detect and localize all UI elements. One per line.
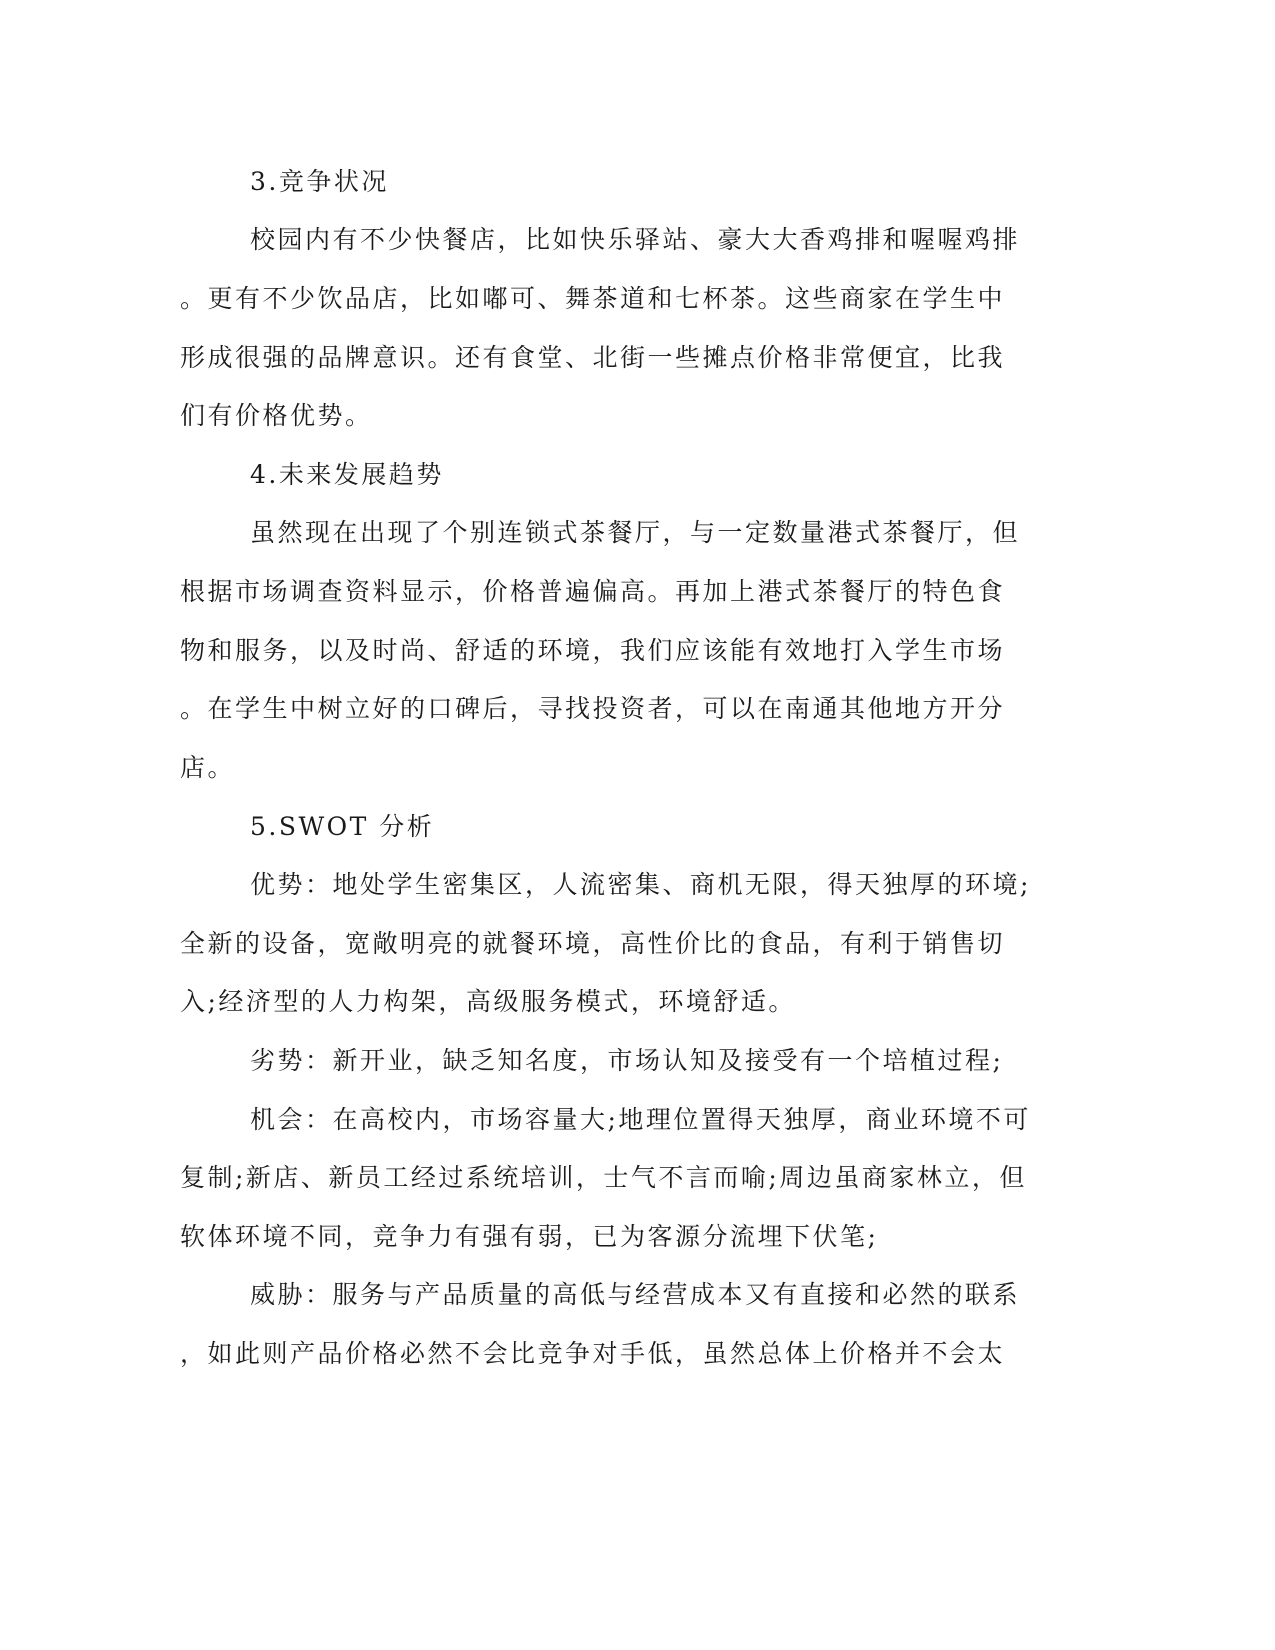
paragraph-line: ，如此则产品价格必然不会比竞争对手低，虽然总体上价格并不会太 <box>180 1339 1006 1368</box>
heading-swot: 5.SWOT 分析 <box>250 812 435 841</box>
paragraph-line: 威胁：服务与产品质量的高低与经营成本又有直接和必然的联系 <box>250 1280 1021 1309</box>
paragraph-line: 们有价格优势。 <box>180 401 373 430</box>
paragraph-line: 复制;新店、新员工经过系统培训，士气不言而喻;周边虽商家林立，但 <box>180 1163 1027 1192</box>
paragraph-line: 校园内有不少快餐店，比如快乐驿站、豪大大香鸡排和喔喔鸡排 <box>250 225 1021 254</box>
paragraph-line: 软体环境不同，竞争力有强有弱，已为客源分流埋下伏笔; <box>180 1222 879 1251</box>
paragraph-line: 物和服务，以及时尚、舒适的环境，我们应该能有效地打入学生市场 <box>180 636 1006 665</box>
paragraph-line: 劣势：新开业，缺乏知名度，市场认知及接受有一个培植过程; <box>250 1046 1004 1075</box>
heading-competition: 3.竞争状况 <box>250 167 389 196</box>
paragraph-line: 全新的设备，宽敞明亮的就餐环境，高性价比的食品，有利于销售切 <box>180 929 1006 958</box>
paragraph-line: 根据市场调查资料显示，价格普遍偏高。再加上港式茶餐厅的特色食 <box>180 577 1006 606</box>
paragraph-line: 机会：在高校内，市场容量大;地理位置得天独厚，商业环境不可 <box>250 1105 1031 1134</box>
paragraph-line: 虽然现在出现了个别连锁式茶餐厅，与一定数量港式茶餐厅，但 <box>250 518 1021 547</box>
paragraph-line: 。更有不少饮品店，比如嘟可、舞茶道和七杯茶。这些商家在学生中 <box>180 284 1006 313</box>
paragraph-line: 形成很强的品牌意识。还有食堂、北街一些摊点价格非常便宜，比我 <box>180 343 1006 372</box>
paragraph-line: 店。 <box>180 753 236 782</box>
paragraph-line: 。在学生中树立好的口碑后，寻找投资者，可以在南通其他地方开分 <box>180 694 1006 723</box>
paragraph-line: 入;经济型的人力构架，高级服务模式，环境舒适。 <box>180 987 796 1016</box>
heading-future-trend: 4.未来发展趋势 <box>250 460 444 489</box>
paragraph-line: 优势：地处学生密集区，人流密集、商机无限，得天独厚的环境; <box>250 870 1031 899</box>
